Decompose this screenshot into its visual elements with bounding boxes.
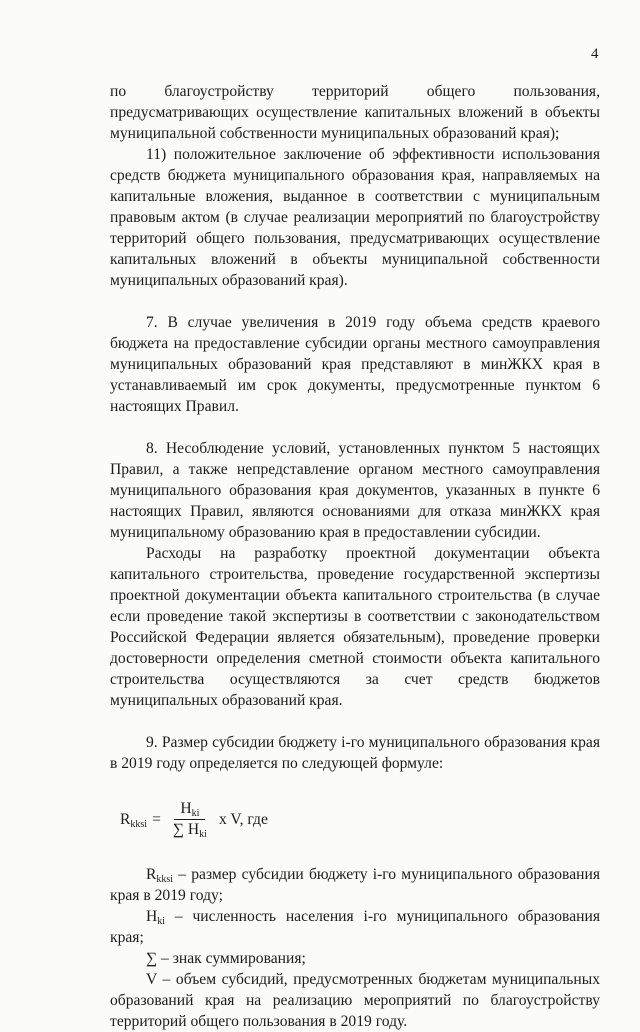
formula-equals: = (152, 811, 161, 828)
page-number: 4 (591, 46, 599, 62)
paragraph: 7. В случае увеличения в 2019 году объема средств краевого бюджета на предоставление субсидии органы местного самоуправления муниципальных образований края представляют в минЖКХ края в устанавливаемый им срок документы, предусмотренные пунктом 6 настоящих Правил. (110, 314, 600, 415)
definition-v: V – объем субсидий, предусмотренных бюджетам муниципальных образований края на реализацию мероприятий по благоустройству территорий общего пользования в 2019 году. (110, 971, 600, 1030)
formula-tail: x V, где (218, 811, 268, 828)
definition-h: $H_{ki}$ – численность населения i-го муниципального образования края; (110, 908, 600, 946)
formula-fraction (167, 800, 213, 839)
definition-sum: ∑ – знак суммирования; (146, 950, 306, 967)
subsidy-formula (120, 800, 600, 839)
formula-denominator: ∑ $H_{ki}$ (172, 821, 207, 840)
document-body (110, 81, 600, 1032)
formula-numerator: $H_{ki}$ (174, 800, 205, 820)
paragraph: Расходы на разработку проектной документации объекта капитального строительства, проведение государственной экспертизы проектной документации объекта капитального строительства (в случае если проведение такой экспертизы в соответствии с законодательством Российской Федерации является обязательным), проведение проверки достоверности определения сметной стоимости объекта капитального строительства осуществляются за счет средств бюджетов муниципальных образований края. (110, 545, 600, 709)
definition-r: $R_{kksi}$ – размер субсидии бюджету i-го муниципального образования края в 2019 году; (110, 866, 600, 904)
formula-lhs: $R_{kksi}$ (120, 811, 148, 830)
paragraph: 9. Размер субсидии бюджету i-го муниципального образования края в 2019 году определяется по следующей формуле: (110, 734, 600, 772)
paragraph: 11) положительное заключение об эффективности использования средств бюджета муниципального образования края, направляемых на капитальные вложения, выданное в соответствии с муниципальным правовым актом (в случае реализации мероприятий по благоустройству территорий общего пользования, предусматривающих осуществление капитальных вложений в объекты муниципальной собственности муниципальных образований края). (110, 146, 600, 289)
paragraph: 8. Несоблюдение условий, установленных пунктом 5 настоящих Правил, а также непредставление органом местного самоуправления муниципального образования края документов, указанных в пункте 6 настоящих Правил, являются основаниями для отказа минЖКХ края муниципальному образованию края в предоставлении субсидии. (110, 440, 600, 541)
paragraph: по благоустройству территорий общего пользования, предусматривающих осуществление капитальных вложений в объекты муниципальной собственности муниципальных образований края); (110, 83, 600, 142)
